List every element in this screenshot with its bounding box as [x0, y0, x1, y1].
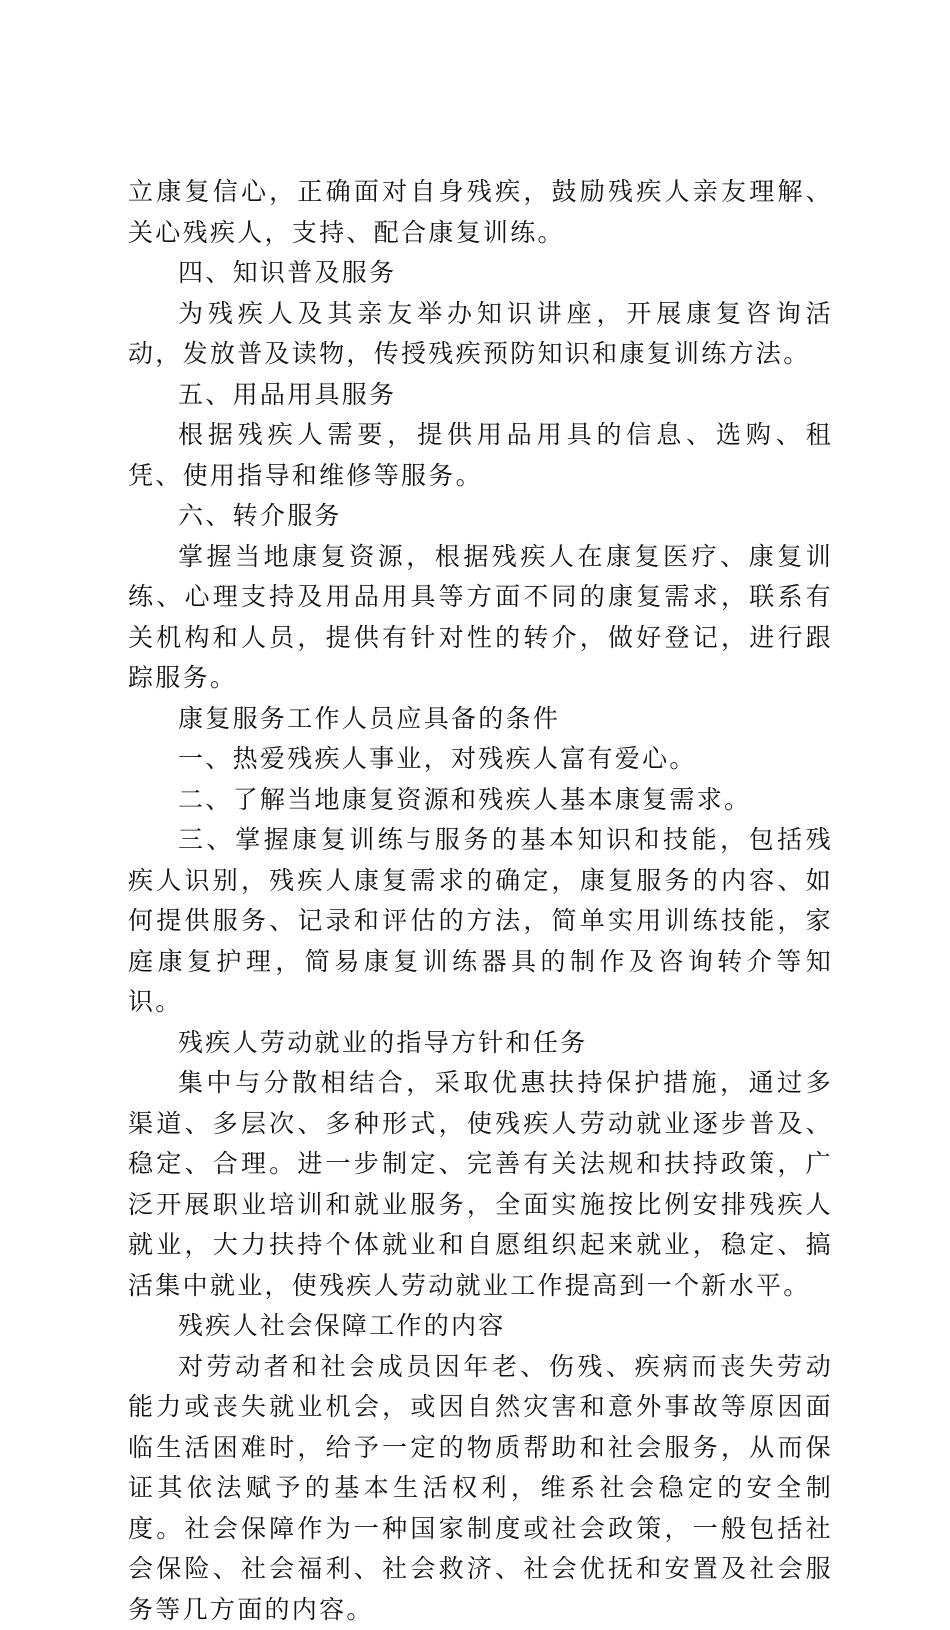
heading-social-security: 残疾人社会保障工作的内容 — [128, 1306, 833, 1347]
paragraph-employment-guidelines: 集中与分散相结合，采取优惠扶持保护措施，通过多渠道、多层次、多种形式，使残疾人劳动就业逐步普及、稳定、合理。进一步制定、完善有关法规和扶持政策，广泛开展职业培训和就业服务，全面实施按比例安排残疾人就业，大力扶持个体就业和自愿组织起来就业，稳定、搞活集中就业，使残疾人劳动就业工作提高到一个新水平。 — [128, 1063, 833, 1306]
requirement-item-1: 一、热爱残疾人事业，对残疾人富有爱心。 — [128, 739, 833, 780]
heading-knowledge-service: 四、知识普及服务 — [128, 253, 833, 294]
paragraph-referral-service: 掌握当地康复资源，根据残疾人在康复医疗、康复训练、心理支持及用品用具等方面不同的康复需求，联系有关机构和人员，提供有针对性的转介，做好登记，进行跟踪服务。 — [128, 537, 833, 699]
requirement-item-2: 二、了解当地康复资源和残疾人基本康复需求。 — [128, 780, 833, 821]
paragraph-knowledge-service: 为残疾人及其亲友举办知识讲座，开展康复咨询活动，发放普及读物，传授残疾预防知识和康复训练方法。 — [128, 294, 833, 375]
paragraph-continuation: 立康复信心，正确面对自身残疾，鼓励残疾人亲友理解、关心残疾人，支持、配合康复训练。 — [128, 172, 833, 253]
paragraph-supplies-service: 根据残疾人需要，提供用品用具的信息、选购、租凭、使用指导和维修等服务。 — [128, 415, 833, 496]
heading-supplies-service: 五、用品用具服务 — [128, 375, 833, 416]
document-body — [128, 172, 833, 1630]
heading-employment-guidelines: 残疾人劳动就业的指导方针和任务 — [128, 1023, 833, 1064]
heading-referral-service: 六、转介服务 — [128, 496, 833, 537]
heading-staff-requirements: 康复服务工作人员应具备的条件 — [128, 699, 833, 740]
paragraph-social-security: 对劳动者和社会成员因年老、伤残、疾病而丧失劳动能力或丧失就业机会，或因自然灾害和意外事故等原因面临生活困难时，给予一定的物质帮助和社会服务，从而保证其依法赋予的基本生活权利，维系社会稳定的安全制度。社会保障作为一种国家制度或社会政策，一般包括社会保险、社会福利、社会救济、社会优抚和安置及社会服务等几方面的内容。 — [128, 1347, 833, 1630]
requirement-item-3: 三、掌握康复训练与服务的基本知识和技能，包括残疾人识别，残疾人康复需求的确定，康复服务的内容、如何提供服务、记录和评估的方法，简单实用训练技能，家庭康复护理，简易康复训练器具的制作及咨询转介等知识。 — [128, 820, 833, 1023]
